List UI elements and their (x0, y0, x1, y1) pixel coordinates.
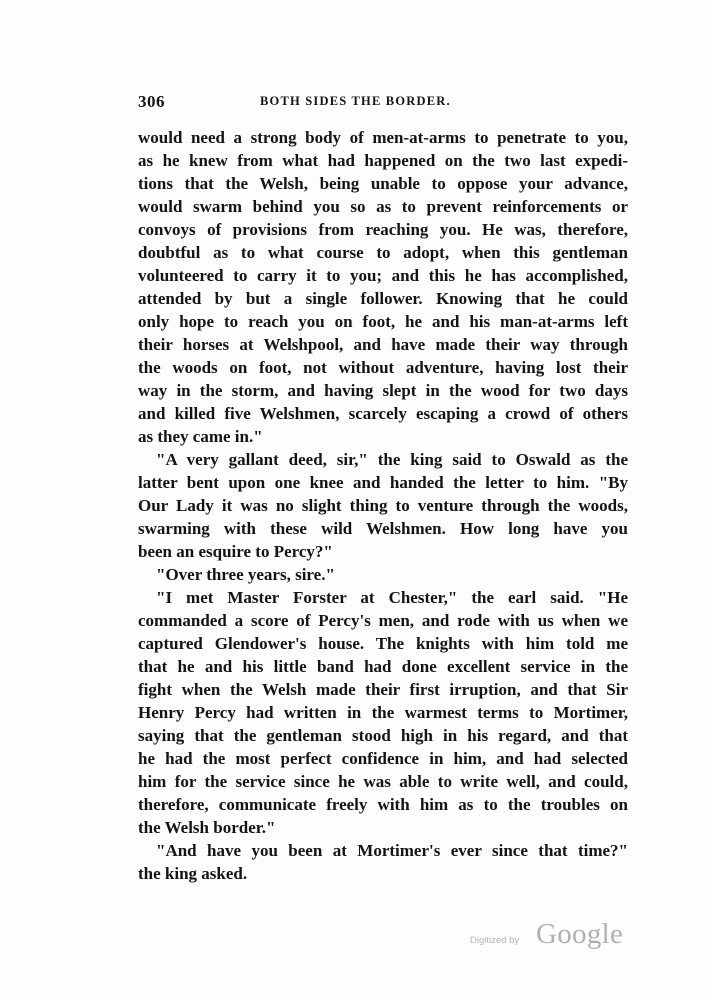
text-line: would need a strong body of men-at-arms to penetrate to you, (138, 128, 628, 147)
text-line: him for the service since he was able to write well, and could, (138, 772, 628, 791)
text-line: that he and his little band had done excellent service in the (138, 657, 628, 676)
text-line: way in the storm, and having slept in the wood for two days (138, 381, 628, 400)
text-line: "A very gallant deed, sir," the king said to Oswald as the (156, 450, 628, 469)
text-line: fight when the Welsh made their first irruption, and that Sir (138, 680, 628, 699)
text-line: tions that the Welsh, being unable to oppose your advance, (138, 174, 628, 193)
text-line: swarming with these wild Welshmen. How long have you (138, 519, 628, 538)
text-line: the woods on foot, not without adventure, having lost their (138, 358, 628, 377)
page-number: 306 (138, 92, 165, 111)
google-logo: Google (536, 918, 624, 950)
text-line: "I met Master Forster at Chester," the earl said. "He (156, 588, 628, 607)
text-line: the Welsh border." (138, 818, 276, 837)
text-line: commanded a score of Percy's men, and rode with us when we (138, 611, 628, 630)
digitized-by-label: Digitized by (470, 935, 520, 946)
text-line: as he knew from what had happened on the two last expedi- (138, 151, 628, 170)
text-line: convoys of provisions from reaching you. He was, therefore, (138, 220, 628, 239)
text-line: would swarm behind you so as to prevent reinforcements or (138, 197, 628, 216)
text-line: "Over three years, sire." (156, 565, 335, 584)
text-line: saying that the gentleman stood high in his regard, and that (138, 726, 628, 745)
text-line: doubtful as to what course to adopt, when this gentleman (138, 243, 628, 262)
text-line: only hope to reach you on foot, he and his man-at-arms left (138, 312, 628, 331)
text-line: captured Glendower's house. The knights with him told me (138, 634, 628, 653)
text-line: therefore, communicate freely with him as to the troubles on (138, 795, 628, 814)
text-line: "And have you been at Mortimer's ever since that time?" (156, 841, 628, 860)
text-line: as they came in." (138, 427, 263, 446)
text-line: attended by but a single follower. Knowing that he could (138, 289, 628, 308)
text-line: been an esquire to Percy?" (138, 542, 333, 561)
running-title: BOTH SIDES THE BORDER. (260, 94, 451, 108)
text-line: Henry Percy had written in the warmest terms to Mortimer, (138, 703, 628, 722)
digitized-footer (470, 920, 630, 960)
text-line: latter bent upon one knee and handed the letter to him. "By (138, 473, 628, 492)
text-line: volunteered to carry it to you; and this he has accomplished, (138, 266, 628, 285)
body-text (138, 126, 628, 885)
text-line: their horses at Welshpool, and have made their way through (138, 335, 628, 354)
text-line: he had the most perfect confidence in him, and had selected (138, 749, 628, 768)
page-header (138, 92, 628, 116)
text-line: Our Lady it was no slight thing to venture through the woods, (138, 496, 628, 515)
text-line: and killed five Welshmen, scarcely escaping a crowd of others (138, 404, 628, 423)
text-line: the king asked. (138, 864, 248, 883)
